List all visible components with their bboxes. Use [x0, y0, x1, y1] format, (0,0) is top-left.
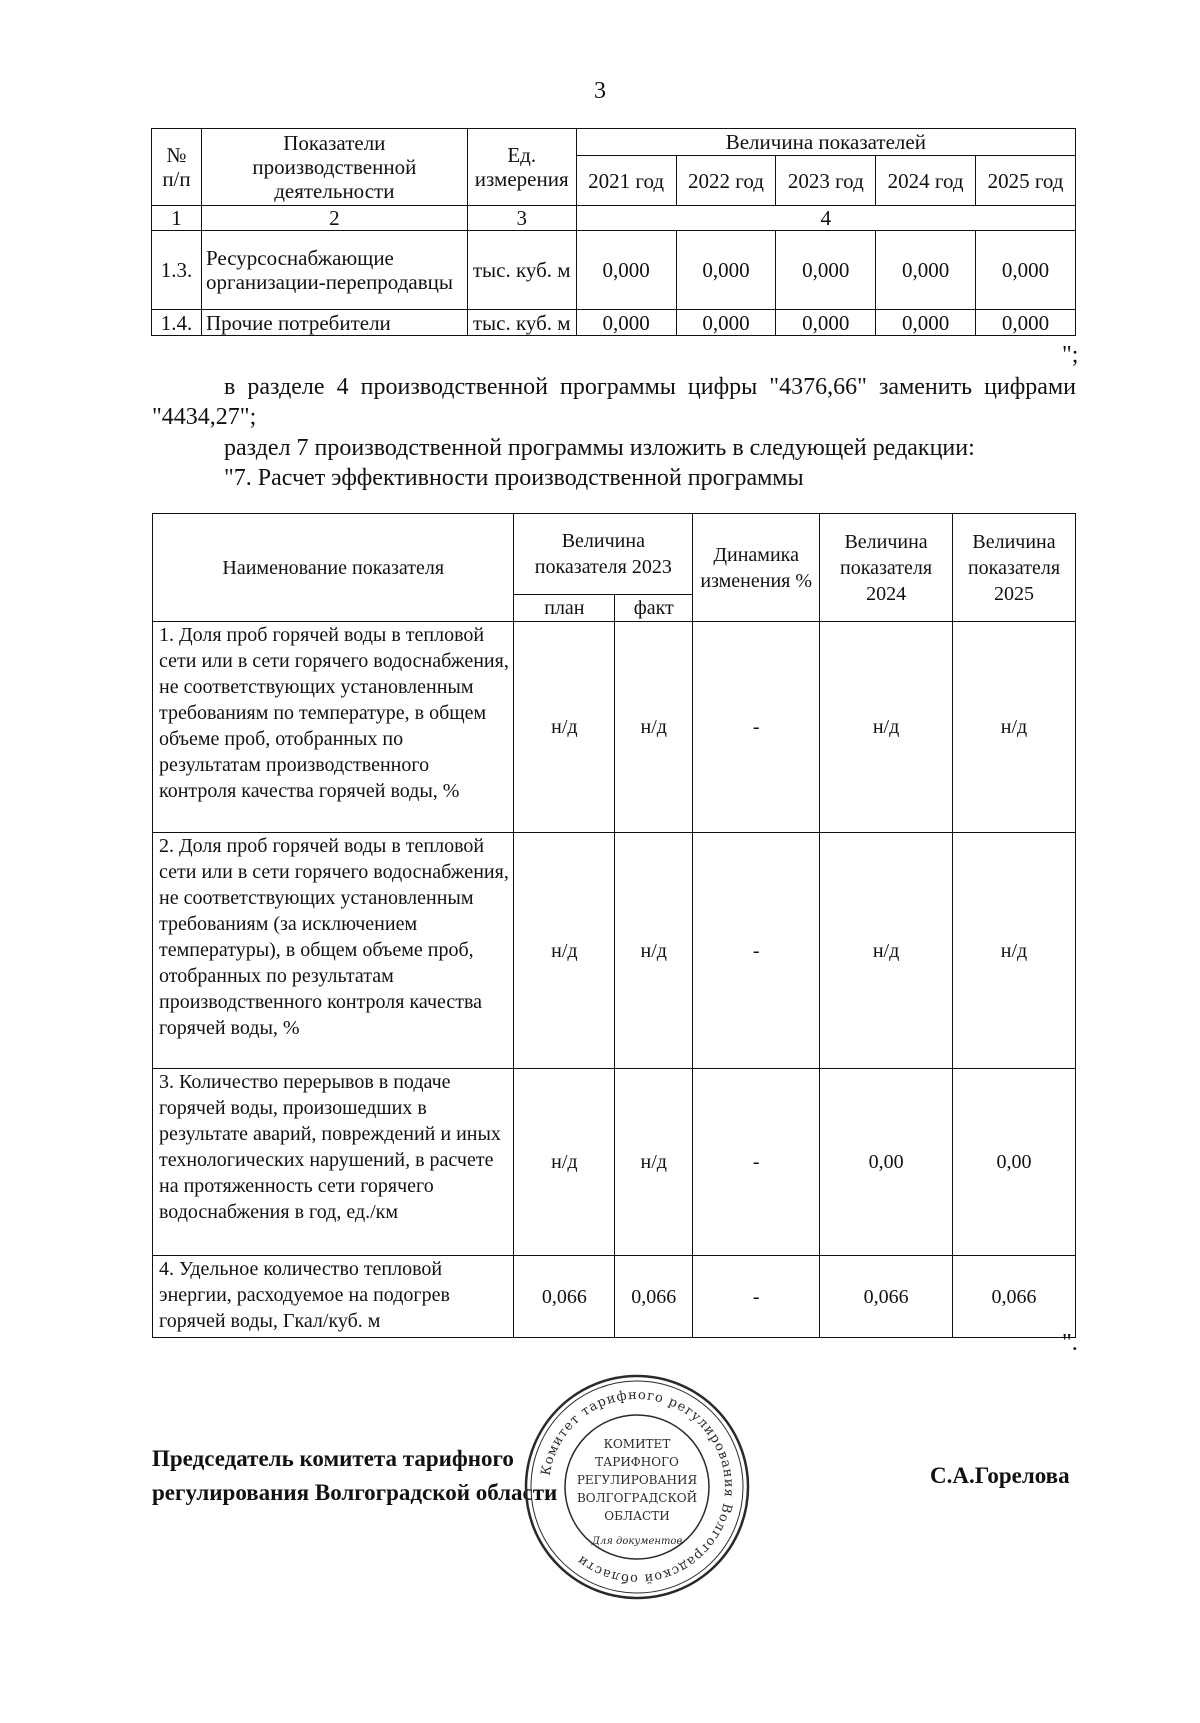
row-dynamics: -: [693, 833, 820, 1069]
row-2024: н/д: [820, 833, 953, 1069]
table-row: [153, 1069, 1076, 1256]
header-year: 2023 год: [776, 156, 876, 206]
header-value-2023: Величина показателя 2023: [514, 514, 693, 595]
row-2024: 0,00: [820, 1069, 953, 1256]
row-value: 0,000: [576, 231, 676, 310]
signatory-name: С.А.Горелова: [930, 1463, 1070, 1488]
row-name: 2. Доля проб горячей воды в тепловой сети или в сети горячего водоснабжения, не соответствующих установленным требованиям (за исключением температуры), в общем объеме проб, отобранных по результатам производственного контроля качества горячей воды, %: [153, 833, 514, 1069]
row-value: 0,000: [676, 310, 776, 336]
seal-line: ОБЛАСТИ: [604, 1509, 670, 1523]
table-row: [152, 231, 1076, 310]
row-name: 1. Доля проб горячей воды в тепловой сети или в сети горячего водоснабжения, не соответствующих установленным требованиям по температуре, в общем объеме проб, отобранных по результатам производственного контроля качества горячей воды, %: [153, 622, 514, 833]
row-value: 0,000: [676, 231, 776, 310]
row-value: 0,000: [876, 231, 976, 310]
row-2024: 0,066: [820, 1256, 953, 1338]
row-fact: н/д: [615, 1069, 693, 1256]
production-indicators-table: [151, 128, 1076, 336]
table-row: [153, 1256, 1076, 1338]
row-dynamics: -: [693, 1069, 820, 1256]
row-fact: 0,066: [615, 1256, 693, 1338]
table1-closing-quote: ";: [1062, 342, 1079, 368]
header-num: № п/п: [152, 129, 202, 206]
row-unit: тыс. куб. м: [467, 231, 576, 310]
header-value-2024: Величина показателя 2024: [820, 514, 953, 622]
row-plan: н/д: [514, 1069, 615, 1256]
header-indicator: Показатели производственной деятельности: [201, 129, 467, 206]
seal-line: ВОЛГОГРАДСКОЙ: [576, 1491, 698, 1505]
row-dynamics: -: [693, 622, 820, 833]
header-dynamics: Динамика изменения %: [693, 514, 820, 622]
official-seal: [522, 1372, 752, 1602]
row-dynamics: -: [693, 1256, 820, 1338]
col-number: 1: [152, 206, 202, 231]
row-2025: 0,00: [953, 1069, 1076, 1256]
row-2024: н/д: [820, 622, 953, 833]
row-name: 4. Удельное количество тепловой энергии, расходуемое на подогрев горячей воды, Гкал/куб. м: [153, 1256, 514, 1338]
row-num: 1.4.: [152, 310, 202, 336]
row-name: 3. Количество перерывов в подаче горячей воды, произошедших в результате аварий, повреждений и иных технологических нарушений, в расчете на протяженность сети горячего водоснабжения в год, ед./км: [153, 1069, 514, 1256]
seal-line: ТАРИФНОГО: [595, 1455, 679, 1469]
row-value: 0,000: [576, 310, 676, 336]
row-2025: н/д: [953, 622, 1076, 833]
header-fact: факт: [615, 595, 693, 622]
row-value: 0,000: [876, 310, 976, 336]
seal-line: РЕГУЛИРОВАНИЯ: [576, 1473, 698, 1487]
row-2025: н/д: [953, 833, 1076, 1069]
page-number: 3: [594, 78, 606, 104]
header-value-2025: Величина показателя 2025: [953, 514, 1076, 622]
signatory-position-line2: регулирования Волгоградской области: [152, 1480, 558, 1505]
row-name: Ресурсоснабжающие организации-перепродавцы: [201, 231, 467, 310]
row-name: Прочие потребители: [201, 310, 467, 336]
col-number: 2: [201, 206, 467, 231]
col-number: 3: [467, 206, 576, 231]
table-row: [153, 622, 1076, 833]
row-value: 0,000: [776, 231, 876, 310]
row-plan: н/д: [514, 622, 615, 833]
header-year: 2024 год: [876, 156, 976, 206]
header-year: 2025 год: [976, 156, 1076, 206]
row-value: 0,000: [976, 310, 1076, 336]
table2-closing-quote: ".: [1062, 1330, 1078, 1356]
table-row: [152, 310, 1076, 336]
efficiency-table: [152, 513, 1076, 1338]
row-value: 0,000: [976, 231, 1076, 310]
header-year: 2022 год: [676, 156, 776, 206]
row-value: 0,000: [776, 310, 876, 336]
row-fact: н/д: [615, 833, 693, 1069]
header-name: Наименование показателя: [153, 514, 514, 622]
row-plan: 0,066: [514, 1256, 615, 1338]
seal-line: КОМИТЕТ: [603, 1437, 671, 1451]
header-unit: Ед. измерения: [467, 129, 576, 206]
row-2025: 0,066: [953, 1256, 1076, 1338]
header-values-group: Величина показателей: [576, 129, 1075, 156]
header-year: 2021 год: [576, 156, 676, 206]
row-unit: тыс. куб. м: [467, 310, 576, 336]
table-row: [153, 833, 1076, 1069]
seal-bottom-text: Для документов: [591, 1536, 683, 1547]
header-plan: план: [514, 595, 615, 622]
row-fact: н/д: [615, 622, 693, 833]
row-num: 1.3.: [152, 231, 202, 310]
col-number: 4: [576, 206, 1075, 231]
paragraph-section4: в разделе 4 производственной программы цифры "4376,66" заменить цифрами "4434,27";: [152, 374, 1076, 430]
section7-title: "7. Расчет эффективности производственной программы: [224, 465, 804, 491]
row-plan: н/д: [514, 833, 615, 1069]
signatory-position-line1: Председатель комитета тарифного: [152, 1446, 514, 1471]
paragraph-section7: раздел 7 производственной программы изложить в следующей редакции:: [224, 435, 975, 461]
seal-outer-text: Комитет тарифного регулирования Волгоградской области: [538, 1387, 737, 1587]
